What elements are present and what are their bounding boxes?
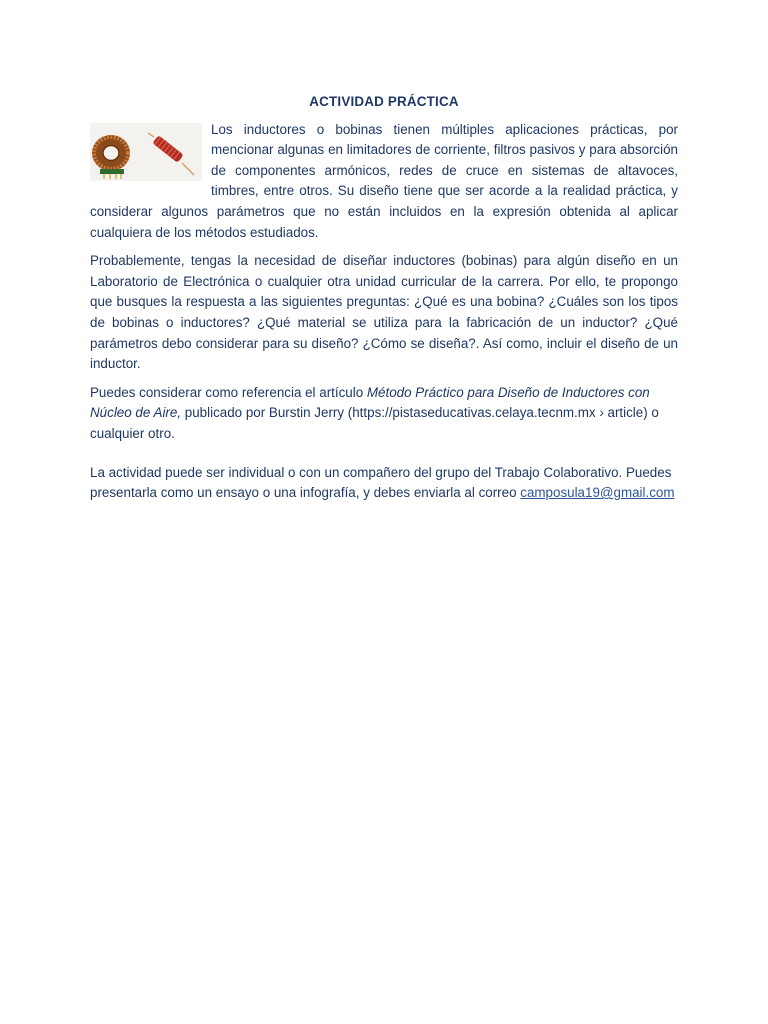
spacer — [90, 453, 678, 463]
reference-paragraph — [90, 383, 678, 445]
submission-paragraph — [90, 463, 678, 504]
article-title: Método Práctico para Diseño de Inductores con Núcleo de Aire, — [90, 384, 650, 421]
intro-paragraph — [90, 120, 678, 244]
questions-paragraph: Probablemente, tengas la necesidad de diseñar inductores (bobinas) para algún diseño en un Laboratorio de Electrónica o cualquier otra unidad curricular de la carrera. Por ello, te propongo que busques la respuesta a las siguientes preguntas: ¿Qué es una bobina? ¿Cuáles son los tipos de bobinas o inductores? ¿Qué material se utiliza para la fabricación de un inductor? ¿Qué parámetros debo considerar para su diseño? ¿Cómo se diseña?. Así como, incluir el diseño de un inductor. — [90, 253, 678, 372]
intro-text: Los inductores o bobinas tienen múltiples aplicaciones prácticas, por mencionar algunas en limitadores de corriente, filtros pasivos y para absorción de componentes armónicos, redes de cruce en sistemas de altavoces, timbres, entre otros. Su diseño tiene que ser acorde a la realidad práctica, y considerar algunos parámetros que no están incluidos en la expresión obtenida al aplicar cualquiera de los métodos estudiados. — [90, 121, 678, 240]
document-title: ACTIVIDAD PRÁCTICA — [309, 94, 459, 109]
inductors-photo-icon — [90, 123, 202, 181]
submission-text: La actividad puede ser individual o con un compañero del grupo del Trabajo Colaborativo. Puedes presentarla como un ensayo o una infografía, y debes enviarla al correo — [90, 464, 672, 501]
email-link[interactable]: camposula19@gmail.com — [520, 485, 675, 501]
reference-prefix: Puedes considerar como referencia el artículo — [90, 384, 367, 400]
document-page — [90, 92, 678, 512]
reference-suffix: publicado por Burstin Jerry (https://pistaseducativas.celaya.tecnm.mx › article) o cualquier otro. — [90, 405, 659, 441]
